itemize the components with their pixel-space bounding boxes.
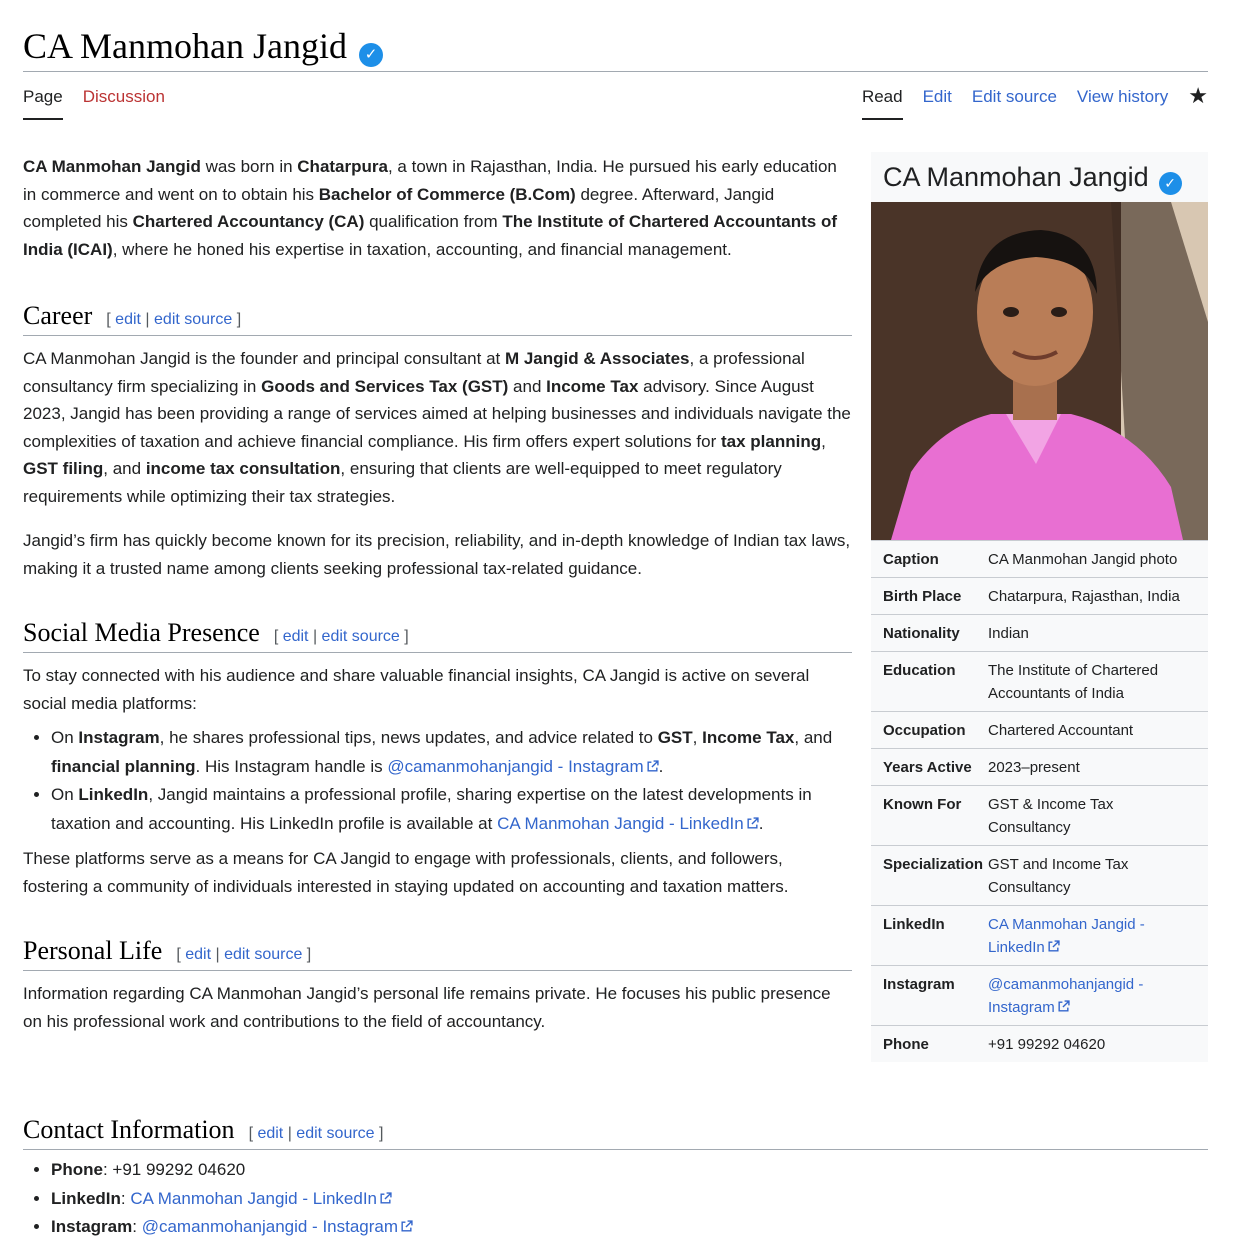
external-link-icon [400,1220,413,1233]
text: degree. Afterward, Jangid completed his [23,184,775,231]
infobox-value: The Institute of Chartered Accountants of India [988,662,1159,702]
infobox-label: Years Active [883,759,972,776]
bold-text: Phone [51,1160,103,1179]
tabs-right [862,72,1208,120]
bold-text: The Institute of Chartered Accountants of India (ICAI) [23,212,837,259]
infobox-value [988,966,1208,1025]
text: . [658,756,664,776]
bold-text: Chatarpura [297,157,388,176]
profile-photo[interactable] [871,202,1208,540]
article [23,120,1208,1236]
personal-heading [23,936,852,971]
bold-text: GST filing [23,459,104,478]
list-item-instagram [51,724,852,781]
infobox-value: GST and Income Tax Consultancy [988,856,1129,896]
section-edit-links: [ edit | edit source ] [106,311,242,328]
instagram-link[interactable]: @camanmohanjangid - Instagram [387,756,644,776]
bold-text: Instagram [78,728,160,747]
infobox-label: Occupation [883,722,966,739]
edit-source-link[interactable]: edit source [296,1125,375,1142]
edit-source-link[interactable]: edit source [154,311,233,328]
infobox-row-education [871,651,1208,711]
infobox-label: Education [883,662,956,679]
edit-link[interactable]: edit [185,946,212,963]
section-edit-links: [ edit | edit source ] [273,628,409,645]
social-intro: To stay connected with his audience and share valuable financial insights, CA Jangid is active on several social media platforms: [23,666,810,713]
infobox-value [988,906,1208,965]
infobox-row-phone [871,1025,1208,1062]
heading-text: Personal Life [23,936,163,965]
edit-source-link[interactable]: edit source [321,628,400,645]
text: +91 99292 04620 [112,1160,246,1179]
text: : [132,1217,142,1236]
text: , [692,728,703,747]
bold-text: Bachelor of Commerce (B.Com) [318,184,576,204]
text: , [821,431,826,451]
infobox-value: Indian [988,625,1029,642]
text: was born in [200,157,298,176]
bold-text: Goods and Services Tax (GST) [261,376,509,396]
edit-link[interactable]: edit [115,311,141,328]
tab-read[interactable]: Read [862,72,903,120]
contact-section [23,1115,1208,1242]
contact-heading [23,1115,1208,1150]
infobox-instagram-link[interactable]: @camanmohanjangid - Instagram [988,976,1144,1016]
infobox-title-text: CA Manmohan Jangid [883,162,1149,192]
heading-text: Career [23,301,93,330]
text: and [508,376,547,396]
text: , a town in Rajasthan, India. He pursued his early education in commerce and went on to obtain his [23,157,837,204]
tab-bar [23,72,1208,120]
portrait-illustration [871,202,1208,540]
infobox-row-specialization [871,845,1208,905]
bold-text: Instagram [51,1217,133,1236]
text: , where he honed his expertise in taxation, accounting, and financial management. [112,239,732,259]
infobox-row-occupation [871,711,1208,748]
infobox-label: Instagram [883,976,955,993]
text: , Jangid maintains a professional profile, sharing expertise on the latest developments in taxation and accounting. His LinkedIn profile is available at [51,785,812,833]
external-link-icon [746,817,759,830]
infobox-label: Specialization [883,856,984,873]
bold-text: Income Tax [702,728,795,747]
social-list [23,724,852,838]
verified-badge-icon: ✓ [1159,172,1182,195]
edit-source-link[interactable]: edit source [224,946,303,963]
contact-instagram-link[interactable]: @camanmohanjangid - Instagram [141,1217,399,1236]
bold-text: CA Manmohan Jangid [23,157,201,176]
infobox-row-nationality [871,614,1208,651]
contact-linkedin-link[interactable]: CA Manmohan Jangid - LinkedIn [130,1188,378,1208]
text: . [758,813,764,833]
intro-paragraph [23,120,852,263]
section-edit-links: [ edit | edit source ] [248,1125,384,1142]
infobox-row-known-for [871,785,1208,845]
external-link-icon [1057,1000,1070,1013]
social-outro: These platforms serve as a means for CA Jangid to engage with professionals, clients, and followers, fostering a community of individuals interested in staying updated on accounting and taxation matters. [23,849,789,896]
verified-badge-icon: ✓ [359,43,383,67]
tab-discussion[interactable]: Discussion [82,87,165,106]
bold-text: GST [657,728,693,747]
infobox [871,152,1208,1062]
text: On [51,785,79,804]
bold-text: LinkedIn [51,1188,121,1208]
infobox-label: Phone [883,1036,929,1053]
infobox-title [871,152,1208,202]
career-paragraph-1 [23,345,852,510]
tab-edit-source[interactable]: Edit source [971,87,1057,106]
tab-edit[interactable]: Edit [922,87,952,106]
edit-link[interactable]: edit [282,628,309,645]
infobox-value: GST & Income Tax Consultancy [988,796,1114,836]
infobox-row-instagram [871,965,1208,1025]
career-heading [23,301,852,336]
contact-instagram [51,1213,1208,1242]
personal-paragraph: Information regarding CA Manmohan Jangid’s personal life remains private. He focuses his public presence on his professional work and contributions to the field of accountancy. [23,984,831,1031]
edit-link[interactable]: edit [257,1125,284,1142]
article-body [23,120,852,1035]
text: advisory. Since August 2023, Jangid has been providing a range of services aimed at helping businesses and individuals navigate the complexities of taxation and achieve financial compliance. His firm offers expert solutions for [23,376,851,451]
infobox-value: CA Manmohan Jangid photo [988,551,1178,568]
text: qualification from [364,212,503,231]
career-paragraph-2: Jangid’s firm has quickly become known for its precision, reliability, and in-depth knowledge of Indian tax laws, making it a trusted name among clients seeking professional tax-related guidance. [23,531,851,578]
infobox-label: Birth Place [883,588,962,605]
contact-list [23,1156,1208,1242]
bold-text: M Jangid & Associates [504,349,690,368]
text: . His Instagram handle is [195,756,388,776]
infobox-label: Nationality [883,625,960,642]
text: , he shares professional tips, news updates, and advice related to [159,728,658,747]
infobox-label: Known For [883,796,962,813]
infobox-row-birth-place [871,577,1208,614]
text: CA Manmohan Jangid is the founder and principal consultant at [23,349,505,368]
section-edit-links: [ edit | edit source ] [176,946,312,963]
bold-text: income tax consultation [145,459,341,478]
infobox-value: Chartered Accountant [988,722,1134,739]
title-row [23,0,1208,72]
infobox-linkedin-link[interactable]: CA Manmohan Jangid - LinkedIn [988,916,1145,956]
list-item-linkedin [51,781,852,838]
infobox-row-years-active [871,748,1208,785]
text: : [120,1188,131,1208]
tabs-left [23,72,185,120]
social-heading [23,618,852,653]
text: , a professional consultancy firm specializing in [23,349,805,396]
infobox-value: Chatarpura, Rajasthan, India [988,588,1180,605]
contact-phone [51,1156,1208,1185]
heading-text: Social Media Presence [23,618,260,647]
external-link-icon [646,760,659,773]
external-link-icon [379,1192,392,1205]
infobox-value: +91 99292 04620 [988,1036,1106,1053]
infobox-row-caption [871,540,1208,577]
text: On [51,728,79,747]
watch-star-icon[interactable]: ★ [1188,83,1208,108]
page-title: CA Manmohan Jangid [23,26,347,67]
bold-text: Income Tax [546,376,639,396]
linkedin-link[interactable]: CA Manmohan Jangid - LinkedIn [497,813,744,833]
text: , and [103,459,146,478]
infobox-value: 2023–present [988,759,1080,776]
heading-text: Contact Information [23,1115,235,1144]
bold-text: LinkedIn [78,785,149,804]
infobox-label: Caption [883,551,939,568]
bold-text: tax planning [720,431,822,451]
infobox-row-linkedin [871,905,1208,965]
bold-text: Chartered Accountancy (CA) [132,212,365,231]
external-link-icon [1047,940,1060,953]
text: : [102,1160,113,1179]
infobox-label: LinkedIn [883,916,945,933]
bold-text: financial planning [51,756,196,776]
tab-page[interactable]: Page [23,72,63,120]
text: , and [794,728,833,747]
tab-view-history[interactable]: View history [1076,87,1169,106]
text: , ensuring that clients are well-equipped to meet regulatory requirements while optimizing their tax strategies. [23,459,782,506]
contact-linkedin [51,1185,1208,1214]
